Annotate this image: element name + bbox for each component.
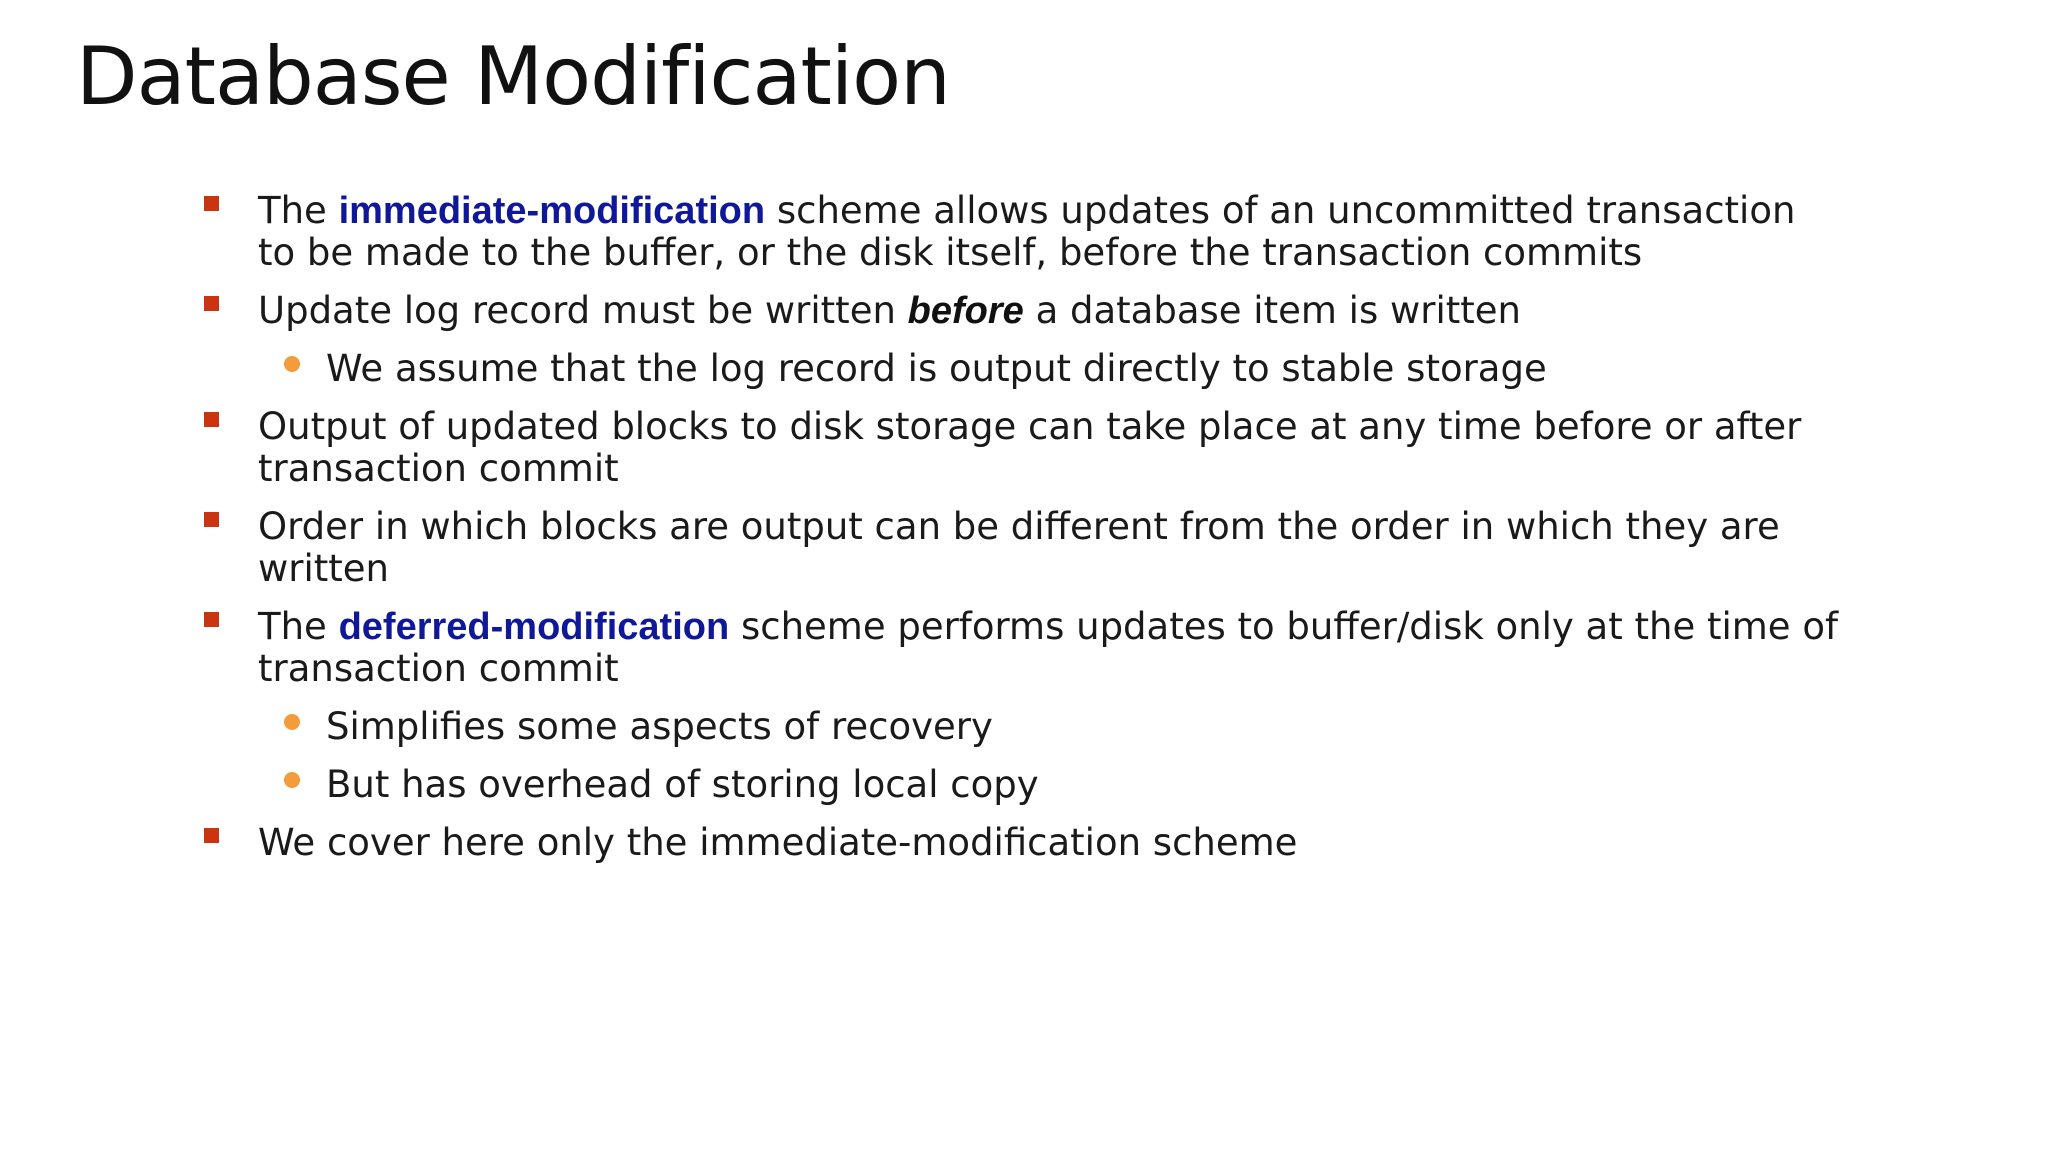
bullet-item-cover-immediate-only [200, 822, 1840, 864]
round-bullet-icon [284, 714, 300, 730]
bullet-text-pre: The [258, 605, 339, 648]
slide-title: Database Modification [76, 30, 950, 123]
sub-bullet-text: Simplifies some aspects of recovery [326, 705, 993, 748]
bullet-item-deferred-modification [200, 606, 1840, 690]
bullet-text-post: a database item is written [1023, 289, 1521, 332]
term-immediate-modification: immediate-modification [338, 190, 766, 232]
square-bullet-icon [204, 196, 219, 211]
bullet-text: Output of updated blocks to disk storage can take place at any time before or after transaction commit [258, 405, 1802, 490]
sub-bullet-text: We assume that the log record is output directly to stable storage [326, 347, 1547, 390]
term-deferred-modification: deferred-modification [338, 606, 730, 648]
bullet-list [200, 190, 1840, 880]
sub-bullet-text: But has overhead of storing local copy [326, 763, 1039, 806]
bullet-text: Order in which blocks are output can be different from the order in which they are written [258, 505, 1780, 590]
bullet-text: We cover here only the immediate-modification scheme [258, 821, 1298, 864]
bullet-item-output-updated-blocks [200, 406, 1840, 490]
square-bullet-icon [204, 412, 219, 427]
sub-bullet-item-simplifies-recovery [200, 706, 1840, 748]
bullet-item-order-of-output [200, 506, 1840, 590]
square-bullet-icon [204, 828, 219, 843]
square-bullet-icon [204, 296, 219, 311]
bullet-item-immediate-modification [200, 190, 1840, 274]
bullet-text-post: scheme performs updates to buffer/disk only at the time of transaction commit [258, 605, 1838, 690]
round-bullet-icon [284, 356, 300, 372]
bullet-text-pre: The [258, 189, 339, 232]
bullet-text-pre: Update log record must be written [258, 289, 908, 332]
bullet-text-post: scheme allows updates of an uncommitted transaction to be made to the buffer, or the disk itself, before the transaction commits [258, 189, 1796, 274]
sub-bullet-item-stable-storage [200, 348, 1840, 390]
emphasis-before: before [907, 290, 1024, 332]
square-bullet-icon [204, 612, 219, 627]
bullet-item-update-log-record [200, 290, 1840, 332]
round-bullet-icon [284, 772, 300, 788]
square-bullet-icon [204, 512, 219, 527]
sub-bullet-item-overhead-local-copy [200, 764, 1840, 806]
